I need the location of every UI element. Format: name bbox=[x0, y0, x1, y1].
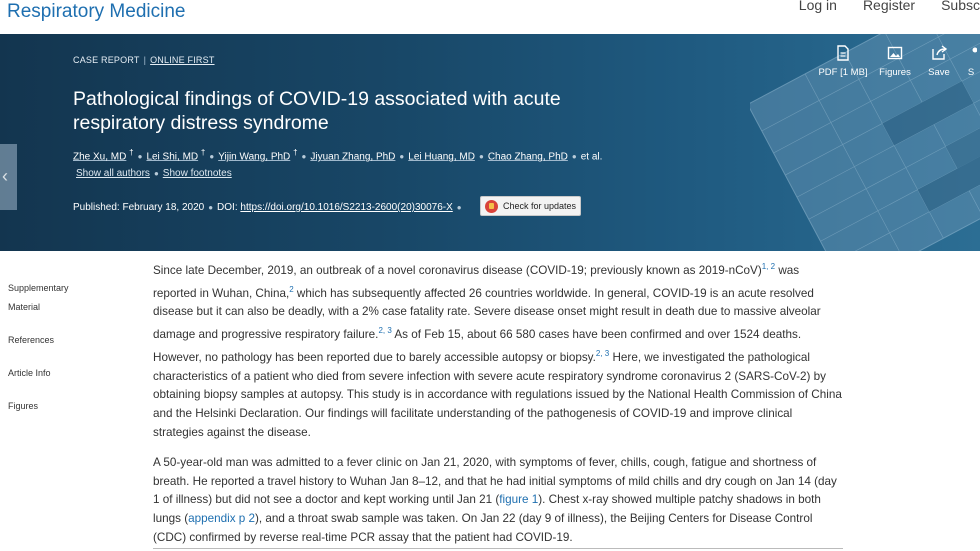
text-run: A 50-year-old man was admitted to a fever clinic on Jan 21, 2020, with symptoms of fever, chills, cough, fatigue and shortness of breath. He reported a travel history to Wuhan Jan 8–12, and that he had initial symptoms of mild chills and dry cough on Jan 14 (day 1 of illness) but did not see a doctor and kept working until Jan 21 ( bbox=[153, 455, 837, 507]
reference-citation[interactable]: 2, 3 bbox=[595, 348, 610, 358]
save-button[interactable] bbox=[919, 45, 959, 78]
reference-citation[interactable]: 2 bbox=[289, 284, 294, 294]
info-separator: ● bbox=[208, 203, 214, 212]
author-separator: ● bbox=[301, 152, 307, 162]
et-al: et al. bbox=[580, 151, 603, 163]
author-link[interactable]: Zhe Xu, MD bbox=[73, 151, 127, 163]
author-separator: ● bbox=[137, 152, 143, 162]
author-toggles bbox=[76, 168, 232, 179]
nav-label: Supplementary bbox=[8, 283, 69, 293]
published-date: February 18, 2020 bbox=[122, 202, 205, 213]
author-footnote-mark[interactable]: † bbox=[129, 148, 134, 157]
top-bar bbox=[0, 0, 980, 33]
nav-supplementary-material[interactable] bbox=[8, 279, 69, 317]
save-label: Save bbox=[928, 67, 950, 78]
chevron-left-icon: ‹ bbox=[2, 166, 8, 186]
text-run: ). Chest x-ray showed multiple patchy shadows in both lungs ( bbox=[153, 493, 821, 526]
article-body bbox=[153, 258, 843, 551]
share-label: S bbox=[967, 67, 975, 78]
save-share-icon bbox=[931, 45, 948, 61]
nav-spacer bbox=[8, 383, 69, 397]
author-separator: ● bbox=[478, 152, 484, 162]
previous-article-tab[interactable] bbox=[0, 144, 17, 210]
nav-spacer bbox=[8, 350, 69, 364]
author-separator: ● bbox=[571, 152, 577, 162]
info-separator: ● bbox=[456, 203, 462, 212]
login-link[interactable]: Log in bbox=[798, 0, 837, 13]
author-link[interactable]: Jiyuan Zhang, PhD bbox=[310, 151, 396, 163]
text-run: which has subsequently affected 26 countries worldwide. In general, COVID-19 is an acute resolved disease but it can also be deadly, with a 2% case fatality rate. Severe disease onset might result in death due to massive alveolar damage and progressive respiratory failure. bbox=[153, 286, 821, 342]
doi-label: DOI: bbox=[217, 202, 238, 213]
author-list bbox=[73, 148, 602, 162]
text-run: As of Feb 15, about 66 580 cases have been confirmed and over 1524 deaths. However, no pathology has been reported due to barely accessible autopsy or biopsy. bbox=[153, 328, 802, 364]
online-first-badge: ONLINE FIRST bbox=[150, 55, 215, 65]
crossmark-icon bbox=[485, 200, 498, 213]
pdf-download-button[interactable] bbox=[815, 45, 871, 78]
paragraph-intro bbox=[153, 258, 843, 443]
publication-info bbox=[73, 202, 466, 213]
article-side-nav bbox=[8, 279, 69, 416]
toggle-separator: ● bbox=[153, 169, 159, 178]
figure-link[interactable]: figure 1 bbox=[499, 493, 539, 507]
text-run: was reported in Wuhan, China, bbox=[153, 263, 800, 300]
reference-citation[interactable]: 1, 2 bbox=[761, 262, 776, 271]
text-run: Since late December, 2019, an outbreak of a novel coronavirus disease (COVID-19; previously known as 2019-nCoV) bbox=[153, 263, 762, 277]
published-label: Published: bbox=[73, 202, 120, 213]
top-nav bbox=[799, 0, 980, 13]
author-link[interactable]: Lei Shi, MD bbox=[146, 151, 199, 163]
check-for-updates-label: Check for updates bbox=[503, 201, 577, 211]
doi-link[interactable]: https://doi.org/10.1016/S2213-2600(20)30076-X bbox=[240, 202, 453, 213]
check-for-updates-button[interactable] bbox=[480, 196, 581, 216]
paragraph-case bbox=[153, 454, 843, 548]
author-footnote-mark[interactable]: † bbox=[200, 148, 206, 157]
image-icon bbox=[887, 45, 903, 61]
author-link[interactable]: Chao Zhang, PhD bbox=[487, 151, 568, 163]
article-tools bbox=[815, 45, 980, 78]
article-title: Pathological findings of COVID-19 associated with acute respiratory distress syndrome bbox=[73, 88, 561, 134]
article-type: CASE REPORT bbox=[73, 55, 140, 65]
figures-button[interactable] bbox=[875, 45, 915, 78]
figures-label: Figures bbox=[879, 67, 911, 78]
text-run: ), and a throat swab sample was taken. On Jan 22 (day 9 of illness), the Beijing Centers for Disease Control (CDC) confirmed by reverse real-time PCR assay that the patient had COVID-19. bbox=[153, 512, 813, 544]
register-link[interactable]: Register bbox=[862, 0, 916, 13]
subscribe-link[interactable]: Subsc bbox=[941, 0, 980, 13]
show-all-authors-link[interactable]: Show all authors bbox=[76, 168, 150, 179]
section-divider bbox=[153, 548, 843, 549]
appendix-link[interactable]: appendix p 2 bbox=[188, 512, 256, 526]
share-button[interactable] bbox=[961, 45, 980, 78]
nav-references[interactable]: References bbox=[8, 335, 55, 345]
reference-citation[interactable]: 2, 3 bbox=[378, 326, 392, 336]
share-icon bbox=[965, 45, 977, 61]
show-footnotes-link[interactable]: Show footnotes bbox=[162, 168, 232, 179]
nav-spacer bbox=[8, 317, 69, 331]
pdf-label: PDF [1 MB] bbox=[818, 67, 868, 78]
author-link[interactable]: Yijin Wang, PhD bbox=[218, 151, 291, 163]
author-separator: ● bbox=[399, 152, 405, 162]
meta-separator: | bbox=[143, 55, 147, 65]
text-run: Here, we investigated the pathological characteristics of a patient who died from severe infection with severe acute respiratory syndrome coronavirus 2 (SARS-CoV-2) by obtaining biopsy samples at autopsy. This study is in accordance with regulations issued by the National Health Commission of China and the Helsinki Declaration. Our findings will facilitate understanding of the pathogenesis of COVID-19 and improve clinical strategies against the disease. bbox=[153, 350, 842, 439]
nav-figures[interactable]: Figures bbox=[8, 401, 39, 411]
author-link[interactable]: Lei Huang, MD bbox=[408, 151, 475, 163]
pdf-icon bbox=[836, 45, 850, 61]
nav-article-info[interactable]: Article Info bbox=[8, 368, 51, 378]
author-separator: ● bbox=[209, 152, 215, 162]
journal-brand[interactable]: Respiratory Medicine bbox=[7, 1, 186, 22]
nav-label: Material bbox=[8, 302, 41, 312]
author-footnote-mark[interactable]: † bbox=[293, 148, 298, 157]
article-meta bbox=[73, 55, 215, 65]
